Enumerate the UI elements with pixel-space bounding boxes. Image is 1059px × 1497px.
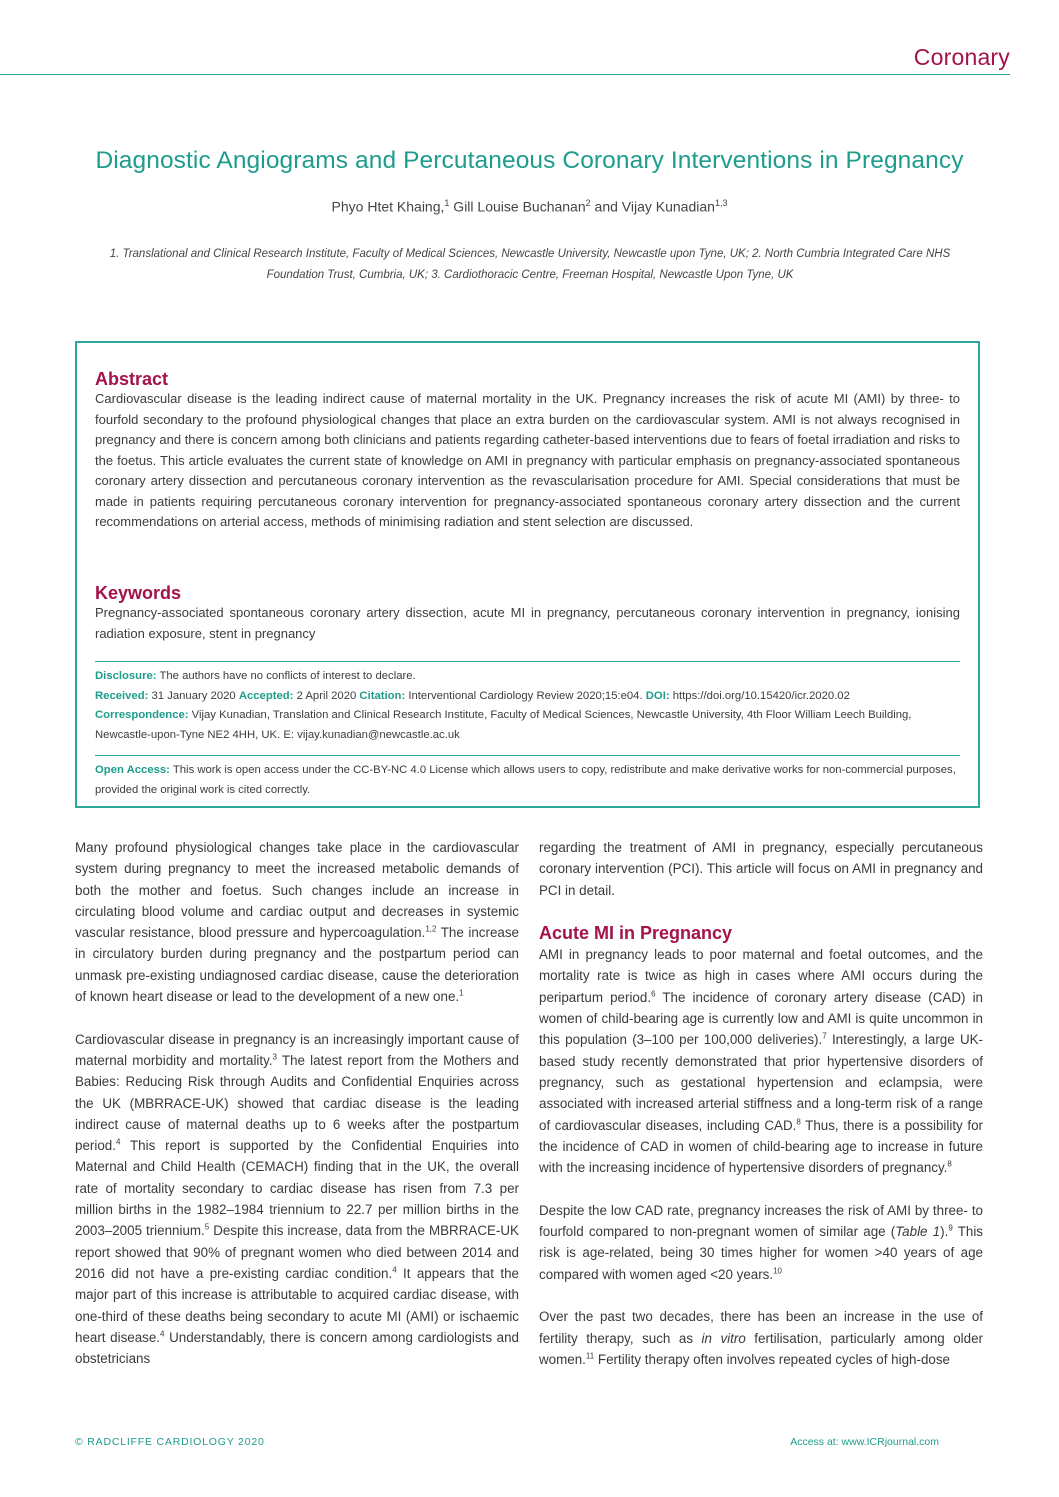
body-column-left [75,837,519,1369]
footer-copyright: © RADCLIFFE CARDIOLOGY 2020 [75,1436,265,1448]
paragraph-text: AMI in pregnancy leads to poor maternal and foetal outcomes, and the mortality rate is twice as high in cases where AMI occurs during the peripartum period. [539,947,983,1005]
paragraph-text: Fertility therapy often involves repeated cycles of high-dose [594,1351,950,1367]
paragraph-text: Over the past two decades, there has been an increase in the use of fertility therapy, such as [539,1309,983,1346]
paragraph-text: The increase in circulatory burden during pregnancy and the postpartum period can unmask pre-existing undiagnosed cardiac disease, cause the deterioration of known heart disease or lead to the development of a new one. [75,925,519,1005]
paragraph-text: It appears that the major part of this increase is attributable to acquired cardiac disease, with one-third of these deaths being secondary to acute MI (AMI) or ischaemic heart disease. [75,1265,519,1345]
metadata-divider [95,661,960,662]
paragraph-text: Cardiovascular disease in pregnancy is an increasingly important cause of maternal morbidity and mortality. [75,1031,519,1068]
citation-ref[interactable]: 5 [204,1222,210,1232]
citation-ref[interactable]: 1 [459,988,464,998]
body-paragraph [539,1200,983,1285]
article-title: Diagnostic Angiograms and Percutaneous Coronary Interventions in Pregnancy [95,147,964,174]
citation-ref[interactable]: 7 [822,1031,827,1041]
body-paragraph [539,944,983,1178]
paragraph-text: The latest report from the Mothers and Babies: Reducing Risk through Audits and Confidential Enquiries across the UK (MBRRACE-UK) showed that cardiac disease is the leading indirect cause of maternal deaths up to 6 weeks after the postpartum period. [75,1052,519,1154]
accepted-label: Accepted: [238,689,294,702]
citation-text: Interventional Cardiology Review 2020;15:e04. [405,689,646,702]
body-paragraph [539,1306,983,1370]
accepted-date: 2 April 2020 [293,689,360,702]
abstract-text: Cardiovascular disease is the leading indirect cause of maternal mortality in the UK. Pregnancy increases the risk of acute MI (AMI) by three- to fourfold secondary to the profound physiological changes that place an extra burden on the cardiovascular system. AMI is not always recognised in pregnancy and there is concern among both clinicians and patients regarding catheter-based interventions due to fears of foetal irradiation and risks to the foetus. This article evaluates the current state of knowledge on AMI in pregnancy with particular emphasis on pregnancy-associated spontaneous coronary artery dissection and percutaneous coronary intervention as the revascularisation procedure for AMI. Special considerations that must be made in patients requiring percutaneous coronary intervention for pregnancy-associated spontaneous coronary artery dissection and the current recommendations on arterial access, methods of minimising radiation and stent selection are discussed. [95,391,960,529]
body-paragraph [75,837,519,1007]
correspondence-text: Vijay Kunadian, Translation and Clinical Research Institute, Faculty of Medical Sciences, Newcastle University, 4th Floor William Leech Building, Newcastle-upon-Tyne NE2 4HH, UK. E: vijay.kunadian@newcastle.ac.uk [95,709,912,741]
abstract-heading: Abstract [95,369,169,389]
body-column-right [539,837,983,1370]
affiliations [80,244,980,286]
citation-ref[interactable]: 6 [651,989,656,999]
author-name: and Vijay Kunadian [590,198,715,215]
open-access-statement [95,761,960,800]
citation-ref[interactable]: 1,2 [425,924,437,934]
journal-section-label: Coronary [913,44,1010,70]
citation-ref[interactable]: 4 [115,1137,121,1147]
citation-ref[interactable]: 8 [796,1117,801,1127]
paragraph-text: This report is supported by the Confidential Enquiries into Maternal and Child Health (CEMACH) finding that in the UK, the overall rate of mortality secondary to cardiac disease has risen from 7.3 per million births in the 1982–1984 triennium to 22.7 per million births in the 2003–2005 triennium. [75,1138,519,1239]
citation-ref[interactable]: 4 [392,1265,397,1275]
disclosure-line [95,667,960,687]
author-name: Gill Louise Buchanan [449,198,586,215]
author-list [0,198,1059,215]
paragraph-text: Despite this increase, data from the MBRRACE-UK report showed that 90% of pregnant women who died between 2014 and 2016 did not have a pre-existing cardiac condition. [75,1223,519,1281]
disclosure-label: Disclosure: [95,670,157,682]
citation-ref[interactable]: 11 [585,1351,595,1361]
paragraph-text: The incidence of coronary artery disease (CAD) in women of child-bearing age is currently low and AMI is quite uncommon in this population (3–100 per 100,000 deliveries). [539,989,984,1048]
dates-citation-line [95,687,960,707]
citation-ref[interactable]: 9 [948,1223,953,1233]
paragraph-text: Understandably, there is concern among cardiologists and obstetricians [75,1329,519,1367]
body-paragraph [75,1029,519,1370]
author-name: Phyo Htet Khaing, [331,198,445,215]
doi-link[interactable]: https://doi.org/10.15420/icr.2020.02 [669,689,850,702]
body-paragraph: regarding the treatment of AMI in pregnancy, especially percutaneous coronary intervention (PCI). This article will focus on AMI in pregnancy and PCI in detail. [539,840,983,898]
article-metadata [95,667,960,745]
received-label: Received: [95,689,149,702]
open-access-divider [95,755,960,756]
correspondence-label: Correspondence: [95,709,189,721]
keywords-heading: Keywords [95,583,182,603]
paragraph-text: fertilisation, particularly among older women. [539,1330,983,1367]
correspondence-line [95,706,960,745]
author-affil-marker: 1,3 [714,198,728,208]
abstract-box [75,341,980,808]
paragraph-text: Thus, there is a possibility for the incidence of CAD in women of child-bearing age to increase in future with the increasing incidence of hypertensive disorders of pregnancy. [539,1117,983,1176]
citation-ref[interactable]: 8 [947,1159,952,1169]
doi-label: DOI: [645,689,670,702]
open-access-text: This work is open access under the CC-BY-NC 4.0 License which allows users to copy, redistribute and make derivative works for non-commercial purposes, provided the original work is cited correctly. [95,764,956,796]
citation-label: Citation: [359,689,406,702]
paragraph-text: This risk is age-related, being 30 times higher for women >40 years of age compared with women aged <20 years. [539,1224,983,1282]
citation-ref[interactable]: 4 [160,1329,165,1339]
keywords-text: Pregnancy-associated spontaneous coronary artery dissection, acute MI in pregnancy, percutaneous coronary intervention in pregnancy, ionising radiation exposure, stent in pregnancy [95,605,960,641]
paragraph-text: Despite the low CAD rate, pregnancy increases the risk of AMI by three- to fourfold compared to non-pregnant women of similar age ( [539,1202,983,1240]
paragraph-text: ). [940,1224,949,1240]
citation-ref[interactable]: 10 [773,1266,783,1276]
affiliations-line: Foundation Trust, Cumbria, UK; 3. Cardiothoracic Centre, Freeman Hospital, Newcastle Upon Tyne, UK [266,269,794,281]
paragraph-text: Interestingly, a large UK-based study recently demonstrated that prior hypertensive disorders of pregnancy, such as gestational hypertension and eclampsia, were associated with increased arterial stiffness and a long-term risk of a range of cardiovascular diseases, including CAD. [539,1032,984,1133]
disclosure-text: The authors have no conflicts of interest to declare. [156,670,416,682]
section-heading: Acute MI in Pregnancy [539,923,733,944]
table-reference[interactable]: Table 1 [895,1224,941,1240]
citation-ref[interactable]: 3 [272,1052,277,1062]
header-divider [0,74,1010,75]
open-access-label: Open Access: [95,764,170,776]
italic-term: in vitro [701,1330,746,1346]
author-affil-marker: 2 [585,198,591,208]
author-affil-marker: 1 [444,198,450,208]
affiliations-line: 1. Translational and Clinical Research Institute, Faculty of Medical Sciences, Newcastle University, Newcastle upon Tyne, UK; 2. North Cumbria Integrated Care NHS [109,248,951,260]
paragraph-text: Many profound physiological changes take place in the cardiovascular system during pregnancy to meet the increased metabolic demands of both the mother and foetus. Such changes include an increase in circulating blood volume and cardiac output and decreases in systemic vascular resistance, blood pressure and hypercoagulation. [75,840,519,941]
footer-journal-link[interactable]: Access at: www.ICRjournal.com [790,1436,939,1448]
received-date: 31 January 2020 [148,689,239,702]
